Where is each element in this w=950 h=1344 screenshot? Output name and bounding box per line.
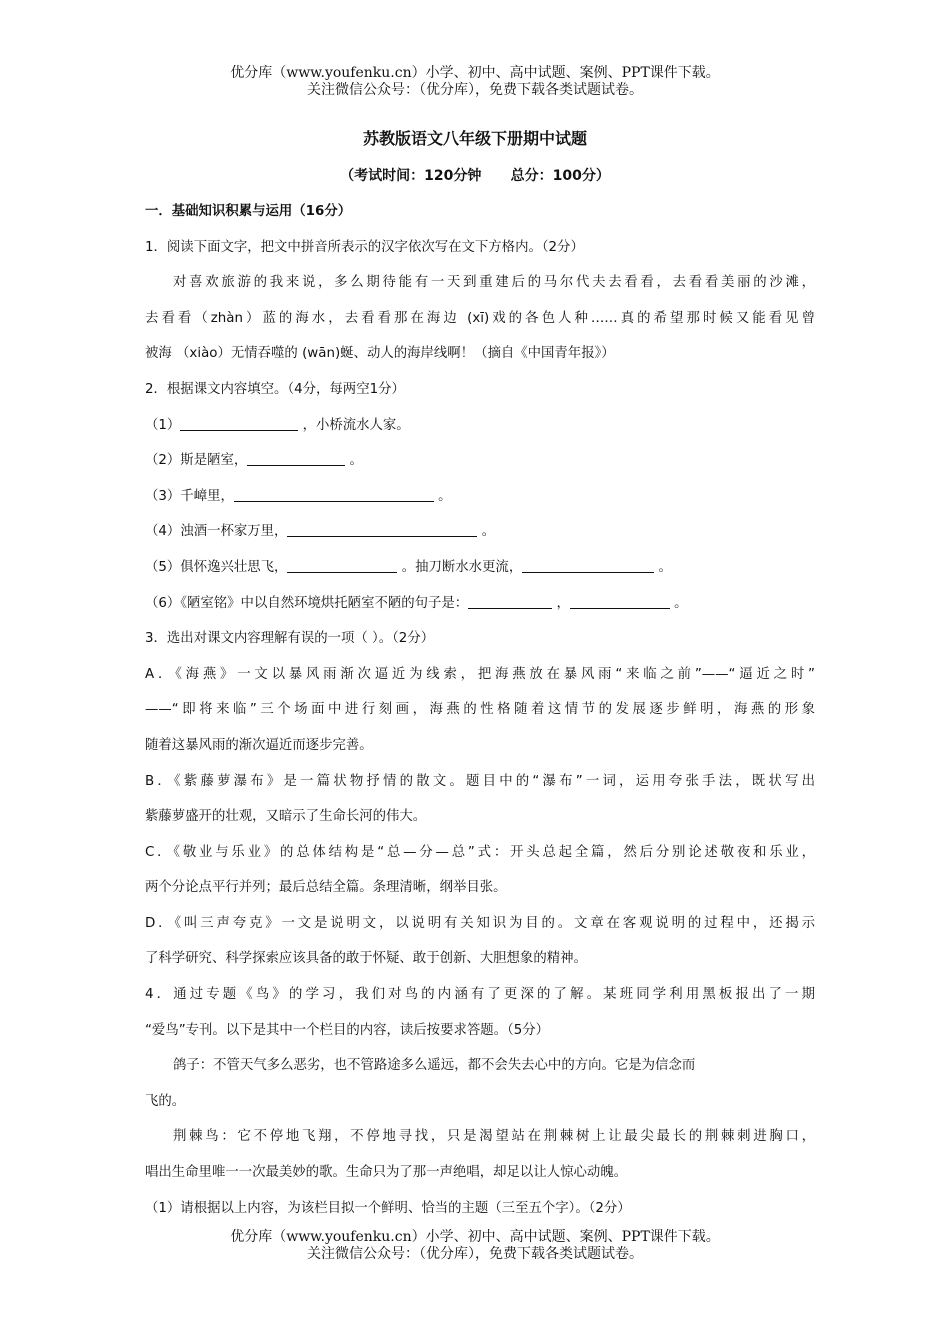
q2-blank-6a[interactable]: [468, 594, 552, 609]
exam-title: 苏教版语文八年级下册期中试题: [362, 129, 587, 148]
q1-passage-line-1: 对喜欢旅游的我来说，多么期待能有一天到重建后的马尔代夫去看看，去看看美丽的沙滩，: [173, 275, 815, 291]
q4-dove-line-1: 鸽子：不管天气多么恶劣，也不管路途多么遥远，都不会失去心中的方向。它是为信念而: [173, 1058, 696, 1074]
q4-dove-line-2: 飞的。: [145, 1093, 186, 1109]
q4-prompt-line-2: “爱鸟”专刊。以下是其中一个栏目的内容，读后按要求答题。（5分）: [145, 1022, 550, 1038]
q2-prompt: 2．根据课文内容填空。（4分，每两空1分）: [145, 381, 405, 397]
q2-blank-5a[interactable]: [287, 558, 397, 573]
header-line-2: 关注微信公众号：（优分库），免费下载各类试题试卷。: [307, 82, 643, 98]
q2-item-2: [145, 443, 815, 479]
q2-item-5-end: 。: [654, 559, 672, 575]
q2-item-5-text: （5）俱怀逸兴壮思飞，: [145, 559, 288, 575]
q2-item-2-end: 。: [345, 453, 363, 469]
q2-item-5-mid: 。抽刀断水水更流，: [397, 559, 523, 575]
q4-thornbird-line-1: 荆棘鸟：它不停地飞翔，不停地寻找，只是渴望站在荆棘树上让最尖最长的荆棘刺进胸口，: [173, 1129, 815, 1145]
q2-blank-2[interactable]: [247, 451, 345, 466]
q2-item-1: [145, 408, 815, 444]
q3-option-b-line-2: 紫藤萝盛开的壮观，又暗示了生命长河的伟大。: [145, 809, 427, 825]
q3-option-a-line-3: 随着这暴风雨的渐次逼近而逐步完善。: [145, 737, 373, 753]
q2-item-6-text: （6）《陋室铭》中以自然环境烘托陋室不陋的句子是：: [145, 595, 469, 611]
exam-content: [145, 194, 815, 1226]
q2-item-1-text: ，小桥流水人家。: [298, 417, 410, 433]
q2-blank-6b[interactable]: [570, 594, 670, 609]
q2-item-3: [145, 479, 815, 515]
exam-subtitle: （考试时间：120分钟 总分：100分）: [340, 168, 610, 184]
q2-blank-3[interactable]: [234, 487, 434, 502]
footer-line-2: 关注微信公众号：（优分库），免费下载各类试题试卷。: [307, 1246, 643, 1262]
q2-item-3-end: 。: [433, 488, 452, 504]
q3-option-d-line-1: D．《叫三声夸克》一文是说明文，以说明有关知识为目的。文章在客观说明的过程中，还揭示: [145, 915, 815, 931]
q3-option-d-line-2: 了科学研究、科学探索应该具备的敢于怀疑、敢于创新、大胆想象的精神。: [145, 951, 587, 967]
q2-item-3-text: （3）千嶂里，: [145, 488, 234, 504]
q3-option-b-line-1: B．《紫藤萝瀑布》是一篇状物抒情的散文。题目中的“瀑布”一词，运用夸张手法，既状写出: [145, 773, 815, 789]
section-heading: 一．基础知识积累与运用（16分）: [145, 204, 352, 219]
q4-thornbird-line-2: 唱出生命里唯一一次最美妙的歌。生命只为了那一声绝唱，却足以让人惊心动魄。: [145, 1165, 628, 1181]
q2-item-6: [145, 586, 815, 622]
q2-blank-4[interactable]: [287, 522, 477, 537]
q3-option-c-line-2: 两个分论点平行并列；最后总结全篇。条理清晰，纲举目张。: [145, 880, 507, 896]
q2-blank-1[interactable]: [180, 416, 298, 431]
q3-option-c-line-1: C．《敬业与乐业》的总体结构是“总—分—总”式：开头总起全篇，然后分别论述敬夜和乐业，: [145, 844, 815, 860]
q2-item-4-end: 。: [477, 524, 496, 540]
footer-line-1: 优分库（www.youfenku.cn）小学、初中、高中试题、案例、PPT课件下载。: [230, 1229, 720, 1245]
q4-prompt-line-1: 4．通过专题《鸟》的学习，我们对鸟的内涵有了更深的了解。某班同学利用黑板报出了一期: [145, 987, 815, 1003]
q2-blank-5b[interactable]: [522, 558, 654, 573]
q1-passage-line-3: 被海 （xiào）无情吞噬的 (wān)蜒、动人的海岸线啊！（摘自《中国青年报》）: [145, 346, 615, 362]
q2-item-1-label: （1）: [145, 417, 181, 433]
q3-option-a-line-1: A．《海燕》一文以暴风雨渐次逼近为线索，把海燕放在暴风雨“来临之前”——“逼近之时”: [145, 666, 815, 682]
q3-option-a-line-2: ——“即将来临”三个场面中进行刻画，海燕的性格随着这情节的发展逐步鲜明，海燕的形象: [145, 702, 815, 718]
q2-item-4-text: （4）浊酒一杯家万里，: [145, 524, 288, 540]
q2-item-5: [145, 550, 815, 586]
q2-item-6-mid: ，: [552, 595, 570, 611]
q3-prompt: 3．选出对课文内容理解有误的一项（ ）。（2分）: [145, 631, 435, 647]
q2-item-2-text: （2）斯是陋室，: [145, 453, 248, 469]
q1-passage-line-2: 去看看（zhàn）蓝的海水，去看看那在海边 (xī)戏的各色人种……真的希望那时候又能看见曾: [145, 310, 815, 326]
q2-item-6-end: 。: [669, 595, 688, 611]
page-footer: [0, 1229, 950, 1263]
q1-prompt: 1．阅读下面文字，把文中拼音所表示的汉字依次写在文下方格内。（2分）: [145, 239, 584, 255]
page-header: [0, 65, 950, 99]
header-line-1: 优分库（www.youfenku.cn）小学、初中、高中试题、案例、PPT课件下载。: [230, 65, 720, 81]
q2-item-4: [145, 514, 815, 550]
q4-sub-question-1: （1）请根据以上内容，为该栏目拟一个鲜明、恰当的主题（三至五个字）。（2分）: [145, 1200, 631, 1216]
